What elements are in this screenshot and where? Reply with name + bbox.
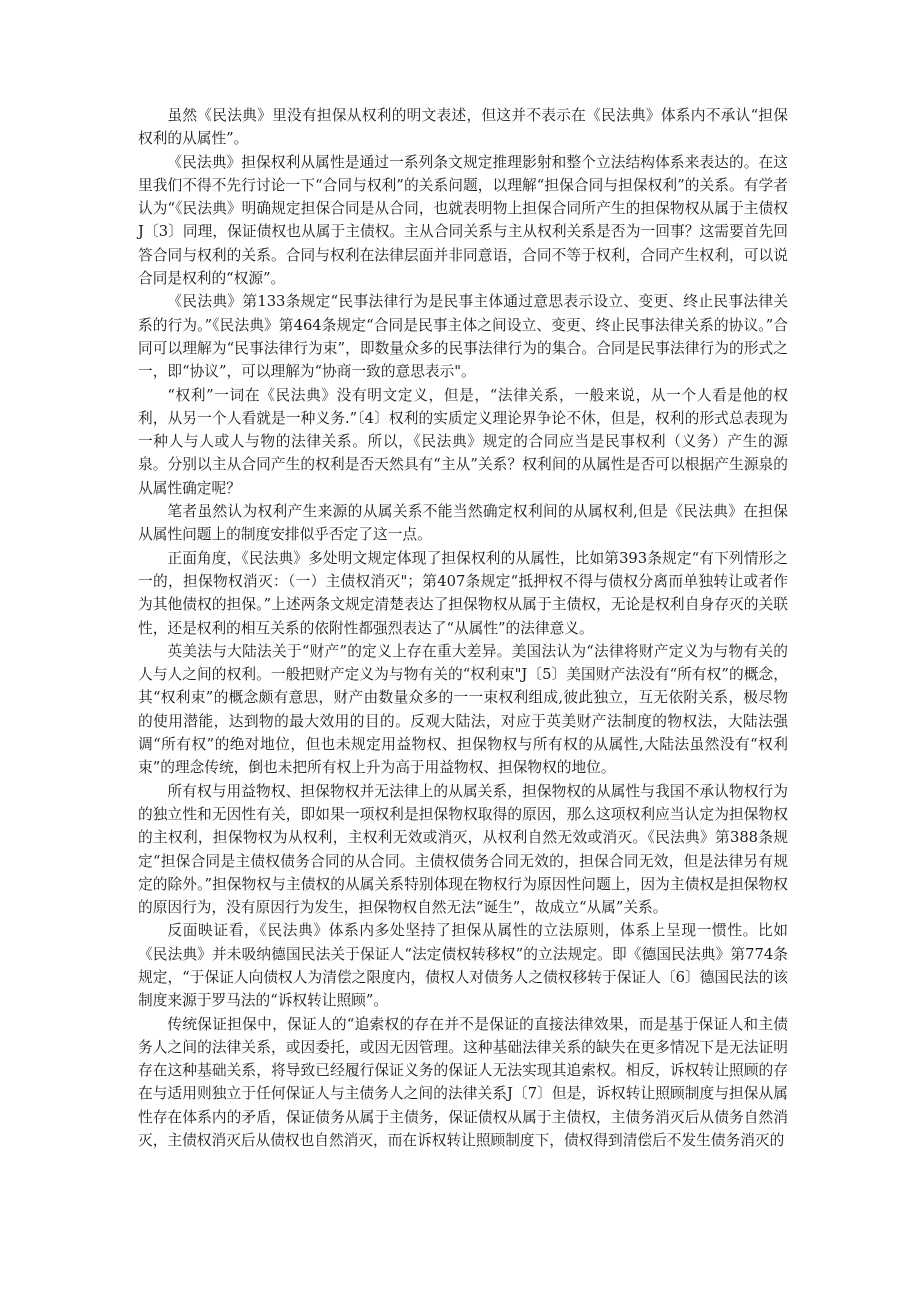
paragraph-10: 传统保证担保中，保证人的“追索权的存在并不是保证的直接法律效果，而是基于保证人和主债务人之间的法律关系，或因委托，或因无因管理。这种基础法律关系的缺失在更多情况下是无法证明存在这种基础关系，将导致已经履行保证义务的保证人无法实现其追索权。相反，诉权转让照顾的存在与适用则独立于任何保证人与主债务人之间的法律关系J〔7〕但是，诉权转让照顾制度与担保从属性存在体系内的矛盾，保证债务从属于主债务，保证债权从属于主债权，主债务消灭后从债务自然消灭，主债权消灭后从债权也自然消灭，而在诉权转让照顾制度下，债权得到清偿后不发生债务消灭的	[138, 1015, 788, 1150]
paragraph-4: “权利”一词在《民法典》没有明文定义，但是，“法律关系，一般来说，从一个人看是他的权利，从另一个人看就是一种义务.”〔4〕权利的实质定义理论界争论不休，但是，权利的形式总表现为一种人与人或人与物的法律关系。所以，《民法典》规定的合同应当是民事权利（义务）产生的源泉。分别以主从合同产生的权利是否天然具有“主从”关系？权利间的从属性是否可以根据产生源泉的从属性确定呢？	[138, 386, 788, 497]
paragraph-5: 笔者虽然认为权利产生来源的从属关系不能当然确定权利间的从属权利,但是《民法典》在担保从属性问题上的制度安排似乎否定了这一点。	[138, 503, 788, 544]
paragraph-2: 《民法典》担保权利从属性是通过一系列条文规定推理影射和整个立法结构体系来表达的。在这里我们不得不先行讨论一下“合同与权利”的关系问题，以理解“担保合同与担保权利”的关系。有学者认为“《民法典》明确规定担保合同是从合同，也就表明物上担保合同所产生的担保物权从属于主债权J〔3〕同理，保证债权也从属于主债权。主从合同关系与主从权利关系是否为一回事？这需要首先回答合同与权利的关系。合同与权利在法律层面并非同意语，合同不等于权利，合同产生权利，可以说合同是权利的“权源”。	[138, 153, 788, 288]
paragraph-3: 《民法典》第133条规定“民事法律行为是民事主体通过意思表示设立、变更、终止民事法律关系的行为。”《民法典》第464条规定“合同是民事主体之间设立、变更、终止民事法律关系的协议。”合同可以理解为“民事法律行为束”，即数量众多的民事法律行为的集合。合同是民事法律行为的形式之一，即“协议”，可以理解为“协商一致的意思表示"。	[138, 293, 788, 381]
paragraph-7: 英美法与大陆法关于“财产”的定义上存在重大差异。美国法认为“法律将财产定义为与物有关的人与人之间的权利。一般把财产定义为与物有关的“权利束"J〔5〕美国财产法没有“所有权”的概念，其“权利束”的概念颇有意思，财产由数量众多的一一束权利组成,彼此独立，互无依附关系，极尽物的使用潜能，达到物的最大效用的目的。反观大陆法，对应于英美财产法制度的物权法，大陆法强调“所有权”的绝对地位，但也未规定用益物权、担保物权与所有权的从属性,大陆法虽然没有“权利束”的理念传统，倒也未把所有权上升为高于用益物权、担保物权的地位。	[138, 642, 788, 777]
paragraph-9: 反面映证看，《民法典》体系内多处坚持了担保从属性的立法原则，体系上呈现一惯性。比如《民法典》并未吸纳德国民法关于保证人“法定债权转移权”的立法规定。即《德国民法典》第774条规定，“于保证人向债权人为清偿之限度内，债权人对债务人之债权移转于保证人〔6〕德国民法的该制度来源于罗马法的“诉权转让照顾”。	[138, 922, 788, 1010]
paragraph-6: 正面角度，《民法典》多处明文规定体现了担保权利的从属性，比如第393条规定“有下列情形之一的，担保物权消灭：（一）主债权消灭"；第407条规定“抵押权不得与债权分离而单独转让或者作为其他债权的担保。”上述两条文规定清楚表达了担保物权从属于主债权，无论是权利自身存灭的关联性，还是权利的相互关系的依附性都强烈表达了“从属性”的法律意义。	[138, 549, 788, 637]
paragraph-8: 所有权与用益物权、担保物权并无法律上的从属关系，担保物权的从属性与我国不承认物权行为的独立性和无因性有关，即如果一项权利是担保物权取得的原因，那么这项权利应当认定为担保物权的主权利，担保物权为从权利，主权利无效或消灭，从权利自然无效或消灭。《民法典》第388条规定“担保合同是主债权债务合同的从合同。主债权债务合同无效的，担保合同无效，但是法律另有规定的除外。”担保物权与主债权的从属关系特别体现在物权行为原因性问题上，因为主债权是担保物权的原因行为，没有原因行为发生，担保物权自然无法“诞生”，故成立“从属”关系。	[138, 782, 788, 917]
document-body	[138, 104, 788, 1152]
paragraph-1: 虽然《民法典》里没有担保从权利的明文表述，但这并不表示在《民法典》体系内不承认“担保权利的从属性”。	[138, 107, 788, 148]
